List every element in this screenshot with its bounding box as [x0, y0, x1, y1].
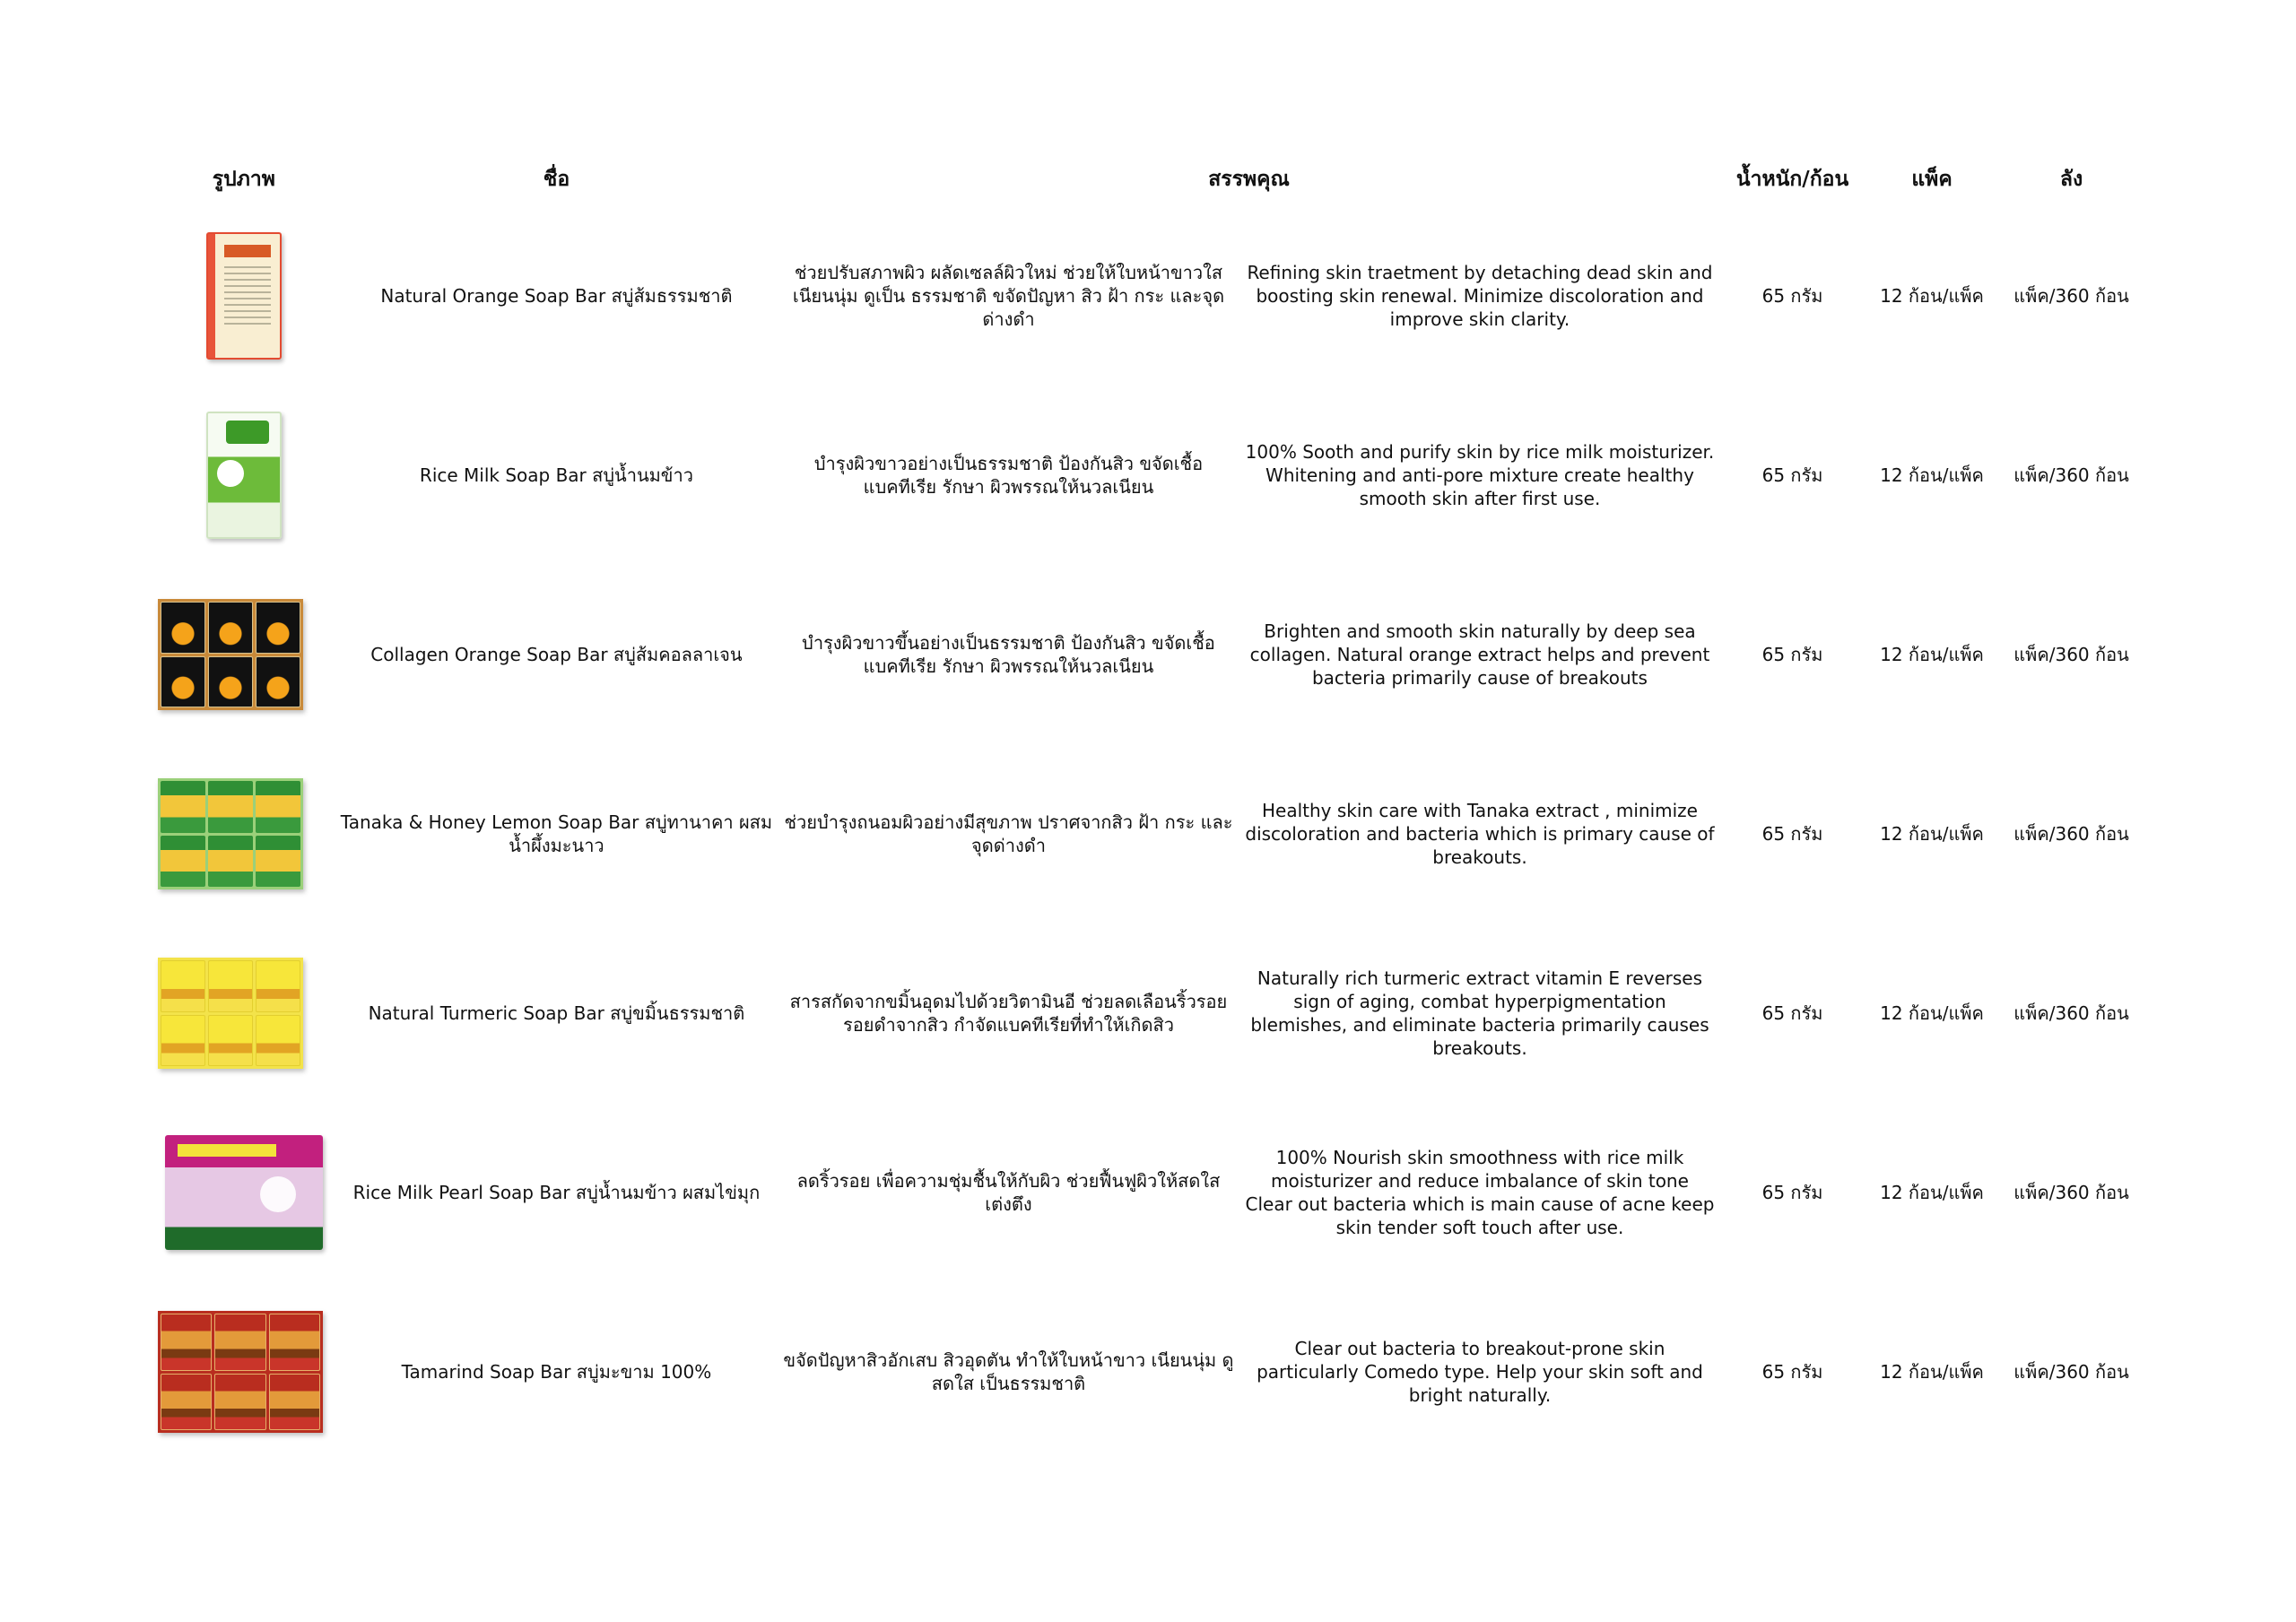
description-english: Naturally rich turmeric extract vitamin E reverses sign of aging, combat hyperpigmentation blemishes, and eliminate bacteria primarily causes breakouts. [1250, 967, 1709, 1059]
box: แพ็ค/360 ก้อน [2013, 1182, 2129, 1203]
pack: 12 ก้อน/แพ็ค [1880, 1182, 1984, 1203]
description-english: 100% Nourish skin smoothness with rice milk moisturizer and reduce imbalance of skin tone Clear out bacteria which is main cause of acne keep skin tender soft touch after use. [1245, 1147, 1715, 1238]
collagen-soap-pack-image [158, 599, 303, 710]
header-name: ชื่อ [543, 168, 570, 191]
weight: 65 กรัม [1761, 285, 1823, 307]
description-thai: บำรุงผิวขาวอย่างเป็นธรรมชาติ ป้องกันสิว ขจัดเชื้อแบคทีเรีย รักษา ผิวพรรณให้นวลเนียน [813, 453, 1204, 498]
product-name: Rice Milk Pearl Soap Bar สบู่น้ำนมข้าว ผสมไข่มุก [352, 1182, 761, 1203]
table-row [152, 1282, 2144, 1462]
product-image-cell [152, 1282, 335, 1462]
description-thai: ลดริ้วรอย เพื่อความชุ่มชื้นให้กับผิว ช่วยฟื้นฟูผิวให้สดใส เต่งตึง [796, 1170, 1221, 1215]
product-name: Natural Turmeric Soap Bar สบู่ขมิ้นธรรมชาติ [368, 1002, 745, 1024]
table-row [152, 386, 2144, 565]
weight: 65 กรัม [1761, 464, 1823, 486]
weight: 65 กรัม [1761, 644, 1823, 665]
description-thai: บำรุงผิวขาวขึ้นอย่างเป็นธรรมชาติ ป้องกันสิว ขจัดเชื้อแบคทีเรีย รักษา ผิวพรรณให้นวลเนียน [802, 632, 1215, 677]
description-english: 100% Sooth and purify skin by rice milk moisturizer. Whitening and anti-pore mixture create healthy smooth skin after first use. [1245, 441, 1715, 509]
pack: 12 ก้อน/แพ็ค [1880, 285, 1984, 307]
weight: 65 กรัม [1761, 1002, 1823, 1024]
description-english: Brighten and smooth skin naturally by deep sea collagen. Natural orange extract helps and prevent bacteria primarily cause of breakouts [1249, 620, 1710, 689]
header-pack: แพ็ค [1911, 168, 1952, 191]
product-image-cell [152, 1103, 335, 1282]
pack: 12 ก้อน/แพ็ค [1880, 1002, 1984, 1024]
weight: 65 กรัม [1761, 1182, 1823, 1203]
product-image-cell [152, 744, 335, 924]
header-row [152, 152, 2144, 206]
box: แพ็ค/360 ก้อน [2013, 464, 2129, 486]
product-name: Tanaka & Honey Lemon Soap Bar สบู่ทานาคา ผสมน้ำผึ้งมะนาว [340, 811, 773, 856]
turmeric-soap-pack-image [158, 958, 303, 1069]
description-thai: ช่วยปรับสภาพผิว ผลัดเซลล์ผิวใหม่ ช่วยให้ใบหน้าขาวใสเนียนนุ่ม ดูเป็น ธรรมชาติ ขจัดปัญหา สิว ฝ้า กระ และจุดด่างดำ [792, 262, 1225, 330]
box: แพ็ค/360 ก้อน [2013, 644, 2129, 665]
weight: 65 กรัม [1761, 823, 1823, 845]
table-row [152, 924, 2144, 1103]
product-image-cell [152, 565, 335, 744]
description-english: Refining skin traetment by detaching dead skin and boosting skin renewal. Minimize discoloration and improve skin clarity. [1247, 262, 1713, 330]
rice-milk-pearl-soap-box-image [165, 1135, 323, 1250]
table-row [152, 1103, 2144, 1282]
pack: 12 ก้อน/แพ็ค [1880, 1361, 1984, 1383]
pack: 12 ก้อน/แพ็ค [1880, 464, 1984, 486]
table-row [152, 744, 2144, 924]
description-english: Clear out bacteria to breakout-prone skin particularly Comedo type. Help your skin soft and bright naturally. [1257, 1338, 1703, 1406]
table-row [152, 206, 2144, 386]
product-table [152, 152, 2144, 1462]
orange-soap-box-image [206, 232, 282, 360]
box: แพ็ค/360 ก้อน [2013, 1361, 2129, 1383]
pack: 12 ก้อน/แพ็ค [1880, 644, 1984, 665]
header-weight: น้ำหนัก/ก้อน [1735, 168, 1849, 191]
weight: 65 กรัม [1761, 1361, 1823, 1383]
product-name: Tamarind Soap Bar สบู่มะขาม 100% [401, 1361, 712, 1383]
description-english: Healthy skin care with Tanaka extract , minimize discoloration and bacteria which is primary cause of breakouts. [1245, 800, 1715, 868]
header-box: ลัง [2059, 168, 2083, 191]
header-image: รูปภาพ [212, 168, 275, 191]
header-benefits: สรรพคุณ [1208, 168, 1290, 191]
product-name: Rice Milk Soap Bar สบู่น้ำนมข้าว [419, 464, 693, 486]
product-image-cell [152, 206, 335, 386]
box: แพ็ค/360 ก้อน [2013, 823, 2129, 845]
pack: 12 ก้อน/แพ็ค [1880, 823, 1984, 845]
product-image-cell [152, 924, 335, 1103]
description-thai: สารสกัดจากขมิ้นอุดมไปด้วยวิตามินอี ช่วยลดเลือนริ้วรอย รอยดำจากสิว กำจัดแบคทีเรียที่ทำให้เกิดสิว [789, 991, 1228, 1036]
description-thai: ขจัดปัญหาสิวอักเสบ สิวอุดตัน ทำให้ใบหน้าขาว เนียนนุ่ม ดูสดใส เป็นธรรมชาติ [783, 1349, 1234, 1394]
product-name: Collagen Orange Soap Bar สบู่ส้มคอลลาเจน [370, 644, 743, 665]
table-row [152, 565, 2144, 744]
product-image-cell [152, 386, 335, 565]
tanaka-soap-pack-image [158, 778, 303, 889]
box: แพ็ค/360 ก้อน [2013, 1002, 2129, 1024]
tamarind-soap-pack-image [158, 1311, 323, 1433]
rice-milk-soap-box-image [206, 412, 282, 539]
box: แพ็ค/360 ก้อน [2013, 285, 2129, 307]
product-name: Natural Orange Soap Bar สบู่ส้มธรรมชาติ [380, 285, 733, 307]
description-thai: ช่วยบำรุงถนอมผิวอย่างมีสุขภาพ ปราศจากสิว ฝ้า กระ และจุดด่างดำ [784, 811, 1233, 856]
